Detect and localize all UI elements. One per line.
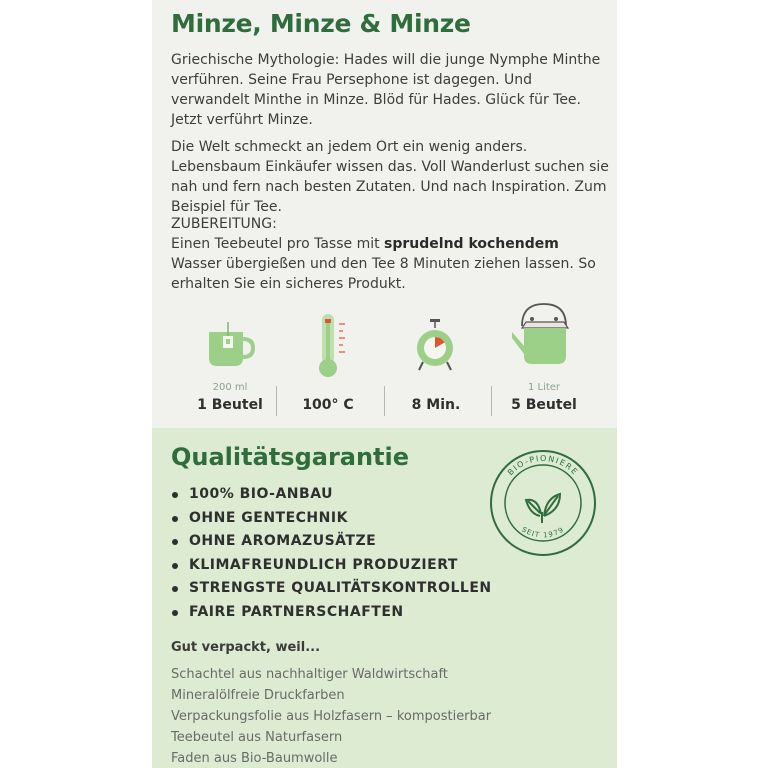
product-panel xyxy=(152,0,617,768)
quality-item: OHNE GENTECHNIK xyxy=(172,510,492,534)
quality-item: 100% BIO-ANBAU xyxy=(172,486,492,510)
bio-pioneer-seal xyxy=(488,448,598,558)
bags-per-pot-value: 5 Beutel xyxy=(511,397,577,413)
cup-volume-label: 200 ml xyxy=(212,382,248,393)
product-title: Minze, Minze & Minze xyxy=(171,9,471,38)
packaging-item: Faden aus Bio-Baumwolle xyxy=(171,751,338,766)
measure-divider xyxy=(276,386,277,416)
quality-item: KLIMAFREUNDLICH PRODUZIERT xyxy=(172,557,492,581)
leaf-icon xyxy=(526,494,560,523)
packaging-title: Gut verpackt, weil... xyxy=(171,640,321,655)
alarm-clock-icon xyxy=(415,318,455,372)
steep-time-value: 8 Min. xyxy=(411,397,461,413)
brand-paragraph: Die Welt schmeckt an jedem Ort ein wenig anders. Lebensbaum Einkäufer wissen das. Voll Wanderlust suchen sie nah und fern nach besten Zutaten. Und nach Inspiration. Zum Beispiel für Tee. xyxy=(171,139,609,215)
teapot-icon xyxy=(508,300,578,366)
preparation-text-start: Einen Teebeutel pro Tasse mit xyxy=(171,236,385,252)
pot-volume-label: 1 Liter xyxy=(527,382,561,393)
measure-divider xyxy=(384,386,385,416)
measure-divider xyxy=(491,386,492,416)
temperature-value: 100° C xyxy=(302,397,354,413)
bags-per-cup-value: 1 Beutel xyxy=(197,397,263,413)
preparation-emphasis: sprudelnd kochendem xyxy=(384,236,559,252)
preparation-heading: ZUBEREITUNG: xyxy=(171,216,277,232)
quality-item: FAIRE PARTNERSCHAFTEN xyxy=(172,604,492,628)
seal-top-text: BIO-PIONIERE xyxy=(505,453,581,478)
description-section xyxy=(152,0,617,428)
packaging-item: Verpackungsfolie aus Holzfasern – kompostierbar xyxy=(171,709,492,724)
cup-icon xyxy=(205,322,255,368)
story-paragraph: Griechische Mythologie: Hades will die junge Nymphe Minthe verführen. Seine Frau Persephone ist dagegen. Und verwandelt Minthe in Minze. Blöd für Hades. Glück für Tee. Jetzt verführt Minze. xyxy=(171,52,601,128)
packaging-list xyxy=(171,664,491,768)
packaging-item: Teebeutel aus Naturfasern xyxy=(171,730,343,745)
quality-item: STRENGSTE QUALITÄTSKONTROLLEN xyxy=(172,580,492,604)
packaging-item: Schachtel aus nachhaltiger Waldwirtschaft xyxy=(171,667,448,682)
preparation-text xyxy=(171,214,611,294)
thermometer-icon xyxy=(316,312,356,378)
quality-list xyxy=(172,486,492,627)
seal-bottom-text: SEIT 1979 xyxy=(520,525,566,540)
preparation-text-end: Wasser übergießen und den Tee 8 Minuten ziehen lassen. So erhalten Sie ein sicheres Produkt. xyxy=(171,256,596,292)
packaging-item: Mineralölfreie Druckfarben xyxy=(171,688,345,703)
quality-title: Qualitätsgarantie xyxy=(171,443,410,471)
quality-item: OHNE AROMAZUSÄTZE xyxy=(172,533,492,557)
